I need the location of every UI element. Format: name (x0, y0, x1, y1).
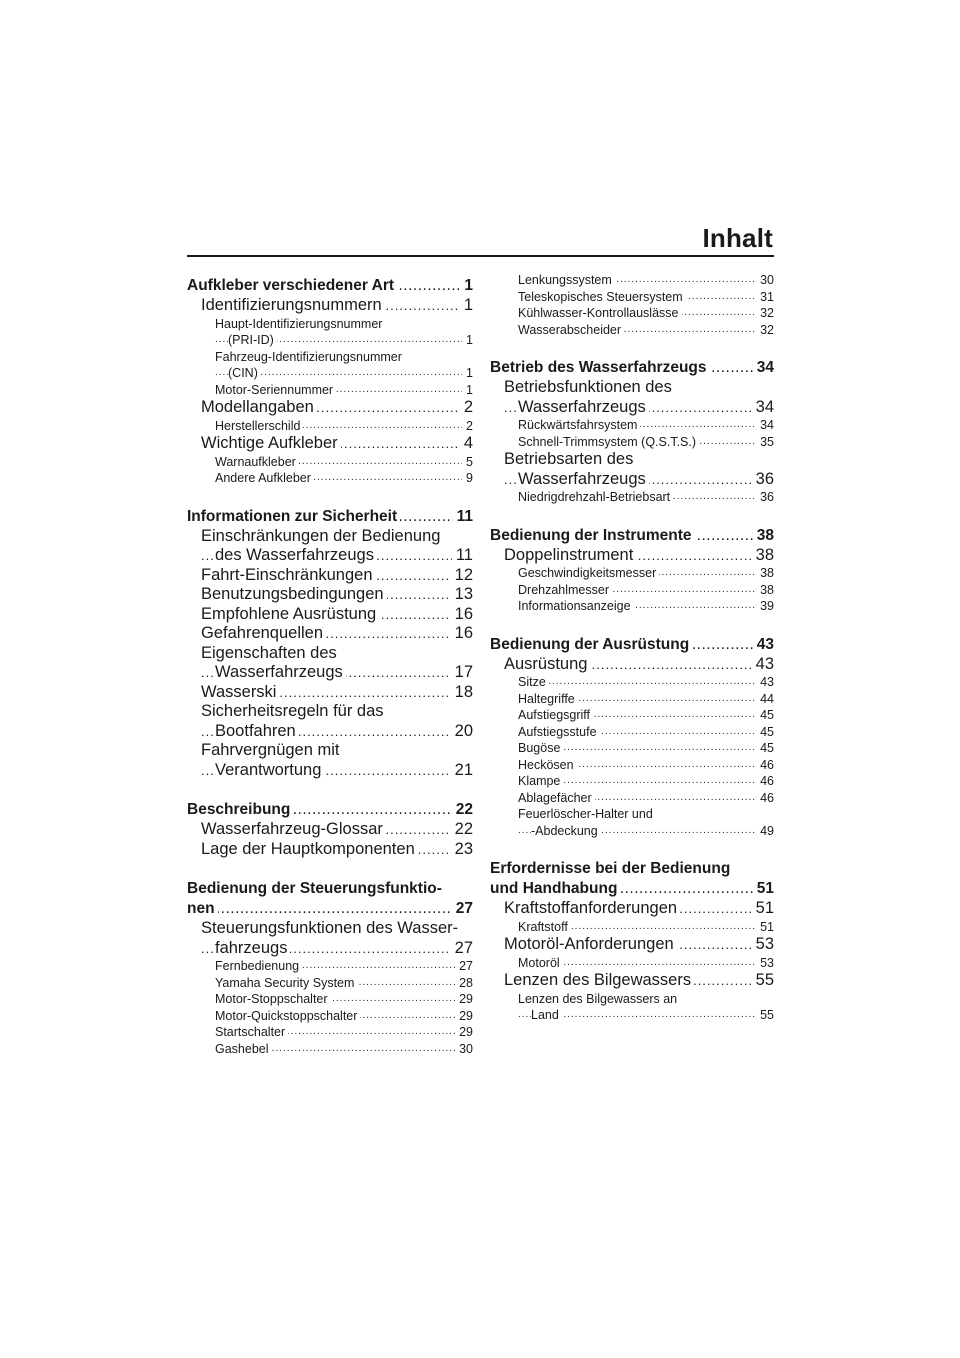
toc-entry-title: Kühlwasser-Kontrollauslässe (518, 306, 682, 320)
toc-entry-page-number: 20 (451, 722, 473, 742)
toc-entry-title-line: Steuerungsfunktionen des Wasser- (201, 919, 459, 937)
toc-entry-title: (CIN) (228, 366, 261, 380)
toc-entry[interactable] (490, 305, 774, 322)
toc-entry-title: Motoröl-Anforderungen (504, 935, 677, 953)
toc-entry[interactable] (187, 879, 473, 919)
toc-entry-title: Motoröl (518, 956, 563, 970)
toc-entry-page-number: 1 (460, 296, 473, 316)
toc-entry[interactable] (187, 702, 473, 741)
toc-entry[interactable] (187, 919, 473, 958)
toc-entry-page-number: 2 (462, 418, 473, 435)
toc-entry[interactable] (187, 382, 473, 399)
toc-entry-title-line: Sicherheitsregeln für das (201, 702, 384, 720)
toc-entry-title: Motor-Seriennummer (215, 383, 336, 397)
toc-column-left (187, 272, 473, 1057)
toc-entry-page-number: 53 (756, 955, 774, 972)
toc-entry-page-number: 13 (451, 585, 473, 605)
toc-entry-page-number: 1 (462, 332, 473, 349)
toc-entry[interactable] (187, 605, 473, 625)
toc-entry-title: Rückwärtsfahrsystem (518, 418, 640, 432)
toc-entry-title: Fahrt-Einschränkungen (201, 566, 376, 584)
toc-entry-page-number: 27 (455, 958, 473, 975)
toc-entry[interactable] (187, 975, 473, 992)
toc-entry-title: und Handhabung (490, 880, 620, 897)
toc-entry-page-number: 1 (460, 276, 473, 296)
toc-entry[interactable] (490, 935, 774, 955)
toc-entry-page-number: 46 (756, 757, 774, 774)
toc-entry[interactable] (490, 899, 774, 919)
toc-entry-title: Ausrüstung (504, 655, 590, 673)
toc-entry-page-number: 55 (752, 971, 774, 991)
toc-entry-page-number: 30 (455, 1041, 473, 1058)
toc-entry[interactable] (187, 296, 473, 316)
toc-entry-page-number: 21 (451, 761, 473, 781)
toc-entry-title: Yamaha Security System (215, 976, 357, 990)
toc-entry-page-number: 11 (452, 546, 473, 566)
toc-entry-page-number: 38 (753, 526, 774, 546)
toc-entry[interactable] (187, 820, 473, 840)
toc-entry[interactable] (490, 724, 774, 741)
toc-entry-page-number: 29 (455, 991, 473, 1008)
toc-entry-page-number: 1 (462, 365, 473, 382)
toc-entry[interactable] (187, 1008, 473, 1025)
toc-entry-page-number: 34 (756, 417, 774, 434)
toc-entry-title: Wasserfahrzeugs (518, 398, 649, 416)
toc-entry[interactable] (490, 691, 774, 708)
toc-entry-page-number: 44 (756, 691, 774, 708)
toc-entry[interactable] (490, 955, 774, 972)
toc-entry-title-line: Einschränkungen der Bedienung (201, 526, 441, 545)
toc-entry-page-number: 36 (752, 470, 774, 490)
toc-entry-title: Gashebel (215, 1042, 272, 1056)
page-title: Inhalt (702, 223, 773, 253)
toc-entry-title: Ablagefächer (518, 791, 595, 805)
toc-entry[interactable] (187, 991, 473, 1008)
toc-entry-title: Lenzen des Bilgewassers (504, 971, 694, 989)
toc-entry-page-number: 35 (756, 434, 774, 451)
toc-entry-page-number: 5 (462, 454, 473, 471)
toc-entry-page-number: 45 (756, 707, 774, 724)
toc-entry-page-number: 22 (452, 800, 473, 820)
toc-entry-page-number: 18 (451, 683, 473, 703)
toc-entry-title: Betrieb des Wasserfahrzeugs (490, 359, 710, 376)
toc-entry-page-number: 2 (460, 398, 473, 418)
toc-entry-title-line: Fahrzeug-Identifizierungsnummer (215, 349, 402, 364)
toc-entry-page-number: 38 (752, 546, 774, 566)
toc-entry-title: Drehzahlmesser (518, 583, 612, 597)
toc-entry-title: Wichtige Aufkleber (201, 434, 341, 452)
toc-entry-page-number: 45 (756, 724, 774, 741)
toc-entry[interactable] (187, 418, 473, 435)
toc-entry-title: Kraftstoff (518, 920, 571, 934)
toc-entry-page-number: 43 (753, 635, 774, 655)
toc-column-right (490, 272, 774, 1024)
toc-entry-title-line: Betriebsfunktionen des (504, 378, 672, 396)
toc-entry-page-number: 43 (756, 674, 774, 691)
toc-entry-page-number: 23 (451, 840, 473, 860)
toc-entry-page-number: 51 (753, 879, 774, 899)
toc-entry-title: Motor-Quickstoppschalter (215, 1009, 360, 1023)
toc-entry-title: Aufstiegsstufe (518, 725, 600, 739)
toc-entry-title: Haltegriffe (518, 692, 578, 706)
toc-entry[interactable] (490, 971, 774, 991)
toc-entry[interactable] (490, 272, 774, 289)
toc-entry[interactable] (187, 566, 473, 586)
toc-entry[interactable] (187, 644, 473, 683)
toc-entry[interactable] (490, 546, 774, 566)
toc-entry[interactable] (187, 840, 473, 860)
toc-entry-page-number: 1 (462, 382, 473, 399)
toc-entry-page-number: 9 (462, 470, 473, 487)
toc-entry[interactable] (187, 958, 473, 975)
toc-entry[interactable] (490, 859, 774, 899)
toc-entry-page-number: 46 (756, 790, 774, 807)
toc-entry-title: fahrzeugs (215, 939, 290, 957)
toc-entry[interactable] (187, 800, 473, 820)
toc-entry[interactable] (490, 450, 774, 489)
toc-entry-page-number: 16 (451, 605, 473, 625)
toc-entry-page-number: 32 (756, 322, 774, 339)
toc-entry-title-line: Bedienung der Steuerungsfunktio- (187, 880, 442, 897)
toc-entry-title: Sitze (518, 675, 549, 689)
toc-entry-title: Benutzungsbedingungen (201, 585, 387, 603)
toc-entry-title-line: Erfordernisse bei der Bedienung (490, 860, 731, 877)
toc-entry-page-number: 27 (451, 939, 473, 959)
toc-entry-title-line: Haupt-Identifizierungsnummer (215, 316, 383, 331)
toc-entry-title: Land (531, 1008, 562, 1022)
toc-entry[interactable] (187, 527, 473, 566)
toc-entry[interactable] (490, 806, 774, 839)
toc-entry-page-number: 49 (756, 823, 774, 840)
toc-entry[interactable] (187, 434, 473, 454)
toc-entry-title: nen (187, 900, 218, 917)
toc-entry[interactable] (490, 790, 774, 807)
toc-entry-page-number: 38 (756, 565, 774, 582)
toc-entry-title: Gefahrenquellen (201, 624, 326, 642)
toc-entry[interactable] (187, 1024, 473, 1041)
toc-entry-page-number: 36 (756, 489, 774, 506)
toc-entry-page-number: 55 (756, 1007, 774, 1024)
toc-entry[interactable] (187, 507, 473, 527)
toc-entry-page-number: 29 (455, 1024, 473, 1041)
toc-entry-title: Wasserfahrzeugs (215, 663, 346, 681)
toc-entry-title: Geschwindigkeitsmesser (518, 566, 659, 580)
toc-entry-title: Niedrigdrehzahl-Betriebsart (518, 490, 673, 504)
toc-entry-title: Beschreibung (187, 801, 293, 818)
toc-entry-title: Klampe (518, 774, 563, 788)
toc-entry[interactable] (187, 349, 473, 382)
toc-entry[interactable] (187, 624, 473, 644)
toc-entry-title-line: Feuerlöscher-Halter und (518, 807, 653, 821)
toc-entry-title: Informationen zur Sicherheit (187, 508, 400, 525)
toc-entry-page-number: 43 (752, 655, 774, 675)
toc-entry-page-number: 4 (460, 434, 473, 454)
toc-entry-title: Herstellerschild (215, 419, 303, 433)
toc-entry[interactable] (490, 635, 774, 655)
toc-entry[interactable] (490, 289, 774, 306)
toc-entry-page-number: 51 (752, 899, 774, 919)
toc-entry-title: Wasserfahrzeugs (518, 470, 649, 488)
toc-entry-title: Kraftstoffanforderungen (504, 899, 680, 917)
toc-entry[interactable] (490, 991, 774, 1024)
toc-entry-title: Fernbedienung (215, 959, 302, 973)
toc-entry-title: Warnaufkleber (215, 455, 299, 469)
toc-entry-title: des Wasserfahrzeugs (215, 546, 377, 564)
toc-entry-title-line: Betriebsarten des (504, 450, 634, 468)
title-divider (187, 255, 774, 257)
toc-entry-title: Lage der Hauptkomponenten (201, 840, 418, 858)
toc-entry[interactable] (187, 470, 473, 487)
toc-entry-title: Motor-Stoppschalter (215, 992, 331, 1006)
toc-entry-page-number: 22 (451, 820, 473, 840)
toc-entry-title: Bugöse (518, 741, 563, 755)
toc-entry-page-number: 11 (453, 507, 473, 527)
toc-entry-title: Aufkleber verschiedener Art (187, 277, 397, 294)
toc-entry[interactable] (490, 582, 774, 599)
toc-entry[interactable] (187, 683, 473, 703)
toc-entry-title: (PRI-ID) (228, 333, 277, 347)
toc-entry-page-number: 46 (756, 773, 774, 790)
toc-entry[interactable] (490, 773, 774, 790)
toc-entry[interactable] (490, 526, 774, 546)
toc-entry-title: Aufstiegsgriff (518, 708, 593, 722)
toc-entry-title: Wasserabscheider (518, 323, 624, 337)
toc-entry[interactable] (490, 322, 774, 339)
toc-entry[interactable] (187, 398, 473, 418)
toc-entry[interactable] (490, 565, 774, 582)
toc-entry[interactable] (490, 598, 774, 615)
toc-entry-page-number: 29 (455, 1008, 473, 1025)
toc-entry-page-number: 16 (451, 624, 473, 644)
toc-entry[interactable] (187, 1041, 473, 1058)
toc-entry[interactable] (490, 378, 774, 417)
toc-entry-page-number: 39 (756, 598, 774, 615)
toc-entry-title: -Abdeckung (531, 824, 601, 838)
toc-entry[interactable] (187, 316, 473, 349)
toc-entry-title: Wasserski (201, 683, 279, 701)
toc-entry[interactable] (490, 655, 774, 675)
toc-entry-title: Teleskopisches Steuersystem (518, 290, 686, 304)
toc-entry-title-line: Eigenschaften des (201, 643, 337, 662)
toc-entry-page-number: 27 (452, 899, 473, 919)
toc-entry-title: Identifizierungsnummern (201, 296, 385, 314)
toc-entry[interactable] (187, 454, 473, 471)
toc-entry-title: Startschalter (215, 1025, 288, 1039)
toc-entry-title: Bootfahren (215, 722, 299, 740)
toc-entry-title: Wasserfahrzeug-Glossar (201, 820, 386, 838)
toc-entry[interactable] (490, 489, 774, 506)
toc-entry[interactable] (490, 674, 774, 691)
toc-entry[interactable] (490, 740, 774, 757)
toc-entry-title: Informationsanzeige (518, 599, 634, 613)
toc-entry-title: Verantwortung (215, 761, 324, 779)
toc-entry[interactable] (187, 276, 473, 296)
toc-entry-page-number: 51 (756, 919, 774, 936)
toc-entry-page-number: 31 (756, 289, 774, 306)
toc-entry[interactable] (187, 741, 473, 780)
toc-entry[interactable] (490, 919, 774, 936)
toc-entry[interactable] (490, 358, 774, 378)
toc-entry-title: Doppelinstrument (504, 546, 636, 564)
toc-entry-title: Lenkungssystem (518, 273, 615, 287)
toc-entry-title: Bedienung der Instrumente (490, 527, 695, 544)
toc-entry-title: Heckösen (518, 758, 577, 772)
toc-entry-title: Empfohlene Ausrüstung (201, 605, 379, 623)
toc-entry-page-number: 34 (753, 358, 774, 378)
toc-entry-page-number: 38 (756, 582, 774, 599)
toc-entry-page-number: 28 (455, 975, 473, 992)
toc-entry-title: Modellangaben (201, 398, 317, 416)
toc-entry-page-number: 17 (451, 663, 473, 683)
toc-entry-page-number: 32 (756, 305, 774, 322)
toc-entry-title: Schnell-Trimmsystem (Q.S.T.S.) (518, 435, 699, 449)
toc-entry-page-number: 34 (752, 398, 774, 418)
toc-entry[interactable] (187, 585, 473, 605)
toc-entry-page-number: 53 (752, 935, 774, 955)
toc-entry-page-number: 30 (756, 272, 774, 289)
toc-entry-title: Andere Aufkleber (215, 471, 314, 485)
toc-entry-title: Bedienung der Ausrüstung (490, 636, 692, 653)
toc-entry-page-number: 45 (756, 740, 774, 757)
toc-entry[interactable] (490, 757, 774, 774)
toc-entry-page-number: 12 (451, 566, 473, 586)
toc-entry[interactable] (490, 707, 774, 724)
toc-entry-title-line: Lenzen des Bilgewassers an (518, 991, 678, 1006)
toc-entry[interactable] (490, 434, 774, 451)
toc-entry-title-line: Fahrvergnügen mit (201, 741, 340, 759)
toc-entry[interactable] (490, 417, 774, 434)
